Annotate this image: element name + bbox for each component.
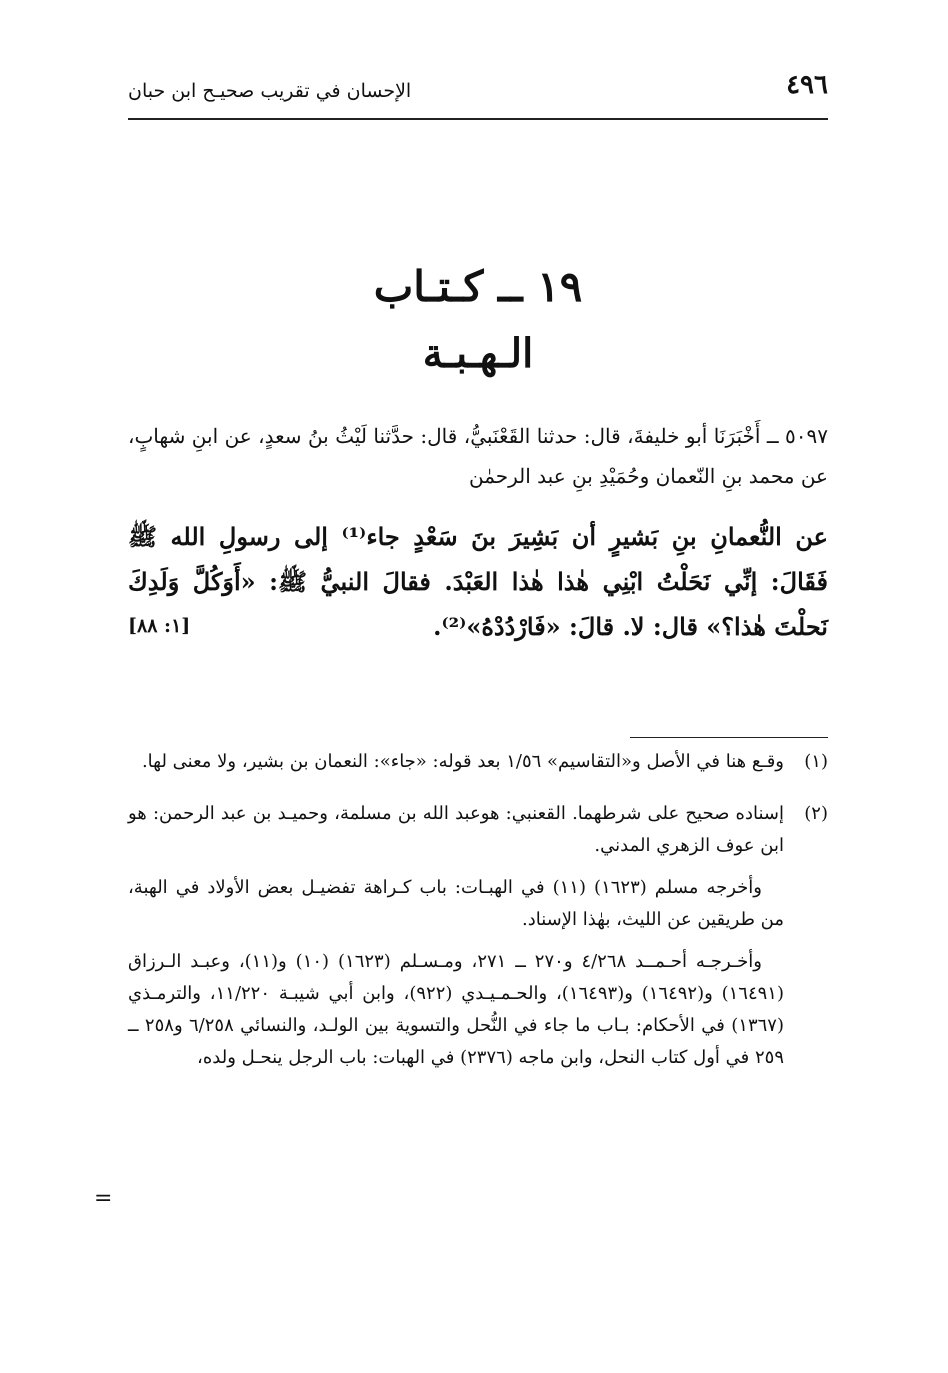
- page-header: [128, 66, 828, 120]
- footnote-1: [128, 746, 828, 788]
- footnote-body: [128, 798, 784, 1084]
- footnote-2: [128, 798, 828, 1084]
- footnote-paragraph: إسناده صحيح على شرطهما. القعنبي: هوعبد الله بن مسلمة، وحميـد بن عبد الرحمن: هو ابن عوف الزهري المدني.: [128, 803, 784, 856]
- footnote-body: [128, 746, 784, 788]
- footnotes-section: [128, 746, 828, 1094]
- footnote-divider: [630, 737, 828, 738]
- footnote-number: (٢): [804, 803, 828, 824]
- footnote-number: (١): [804, 751, 828, 772]
- footnote-paragraph: وقـع هنا في الأصل و«التقاسيم» ١/٥٦ بعد قوله: «جاء»: النعمان بن بشير، ولا معنى لها.: [141, 751, 784, 772]
- running-title: الإحسان في تقريب صحيـح ابن حبان: [128, 80, 412, 102]
- hadith-matn-text: عن النُّعمانِ بنِ بَشيرٍ أن بَشِيرَ بنَ سَعْدٍ جاء⁽¹⁾ إلى رسولِ الله ﷺ فَقَالَ: إنِّي نَحَلْتُ ابْنِي هٰذا هٰذا العَبْدَ. فقالَ النبيُّ ﷺ: «أَوَكُلَّ وَلَدِكَ نَحلْتَ هٰذا؟» قال: لا. قالَ: «فَارْدُدْهُ»⁽²⁾.: [128, 522, 828, 641]
- book-number-title: ١٩ ــ كـتـاب: [373, 262, 583, 311]
- footnote-paragraph: وأخرجه مسلم (١٦٢٣) (١١) في الهبـات: باب كـراهة تفضيـل بعض الأولاد في الهبة، من طريقين عن الليث، بهٰذا الإسناد.: [128, 877, 784, 930]
- book-subtitle: الـهـبـة: [422, 330, 534, 377]
- hadith-isnad: ٥٠٩٧ ــ أَخْبَرَنَا أبو خليفةَ، قال: حدثنا القَعْنَبيُّ، قال: حدَّثنا لَيْثُ بنُ سعدٍ، عن ابنِ شهابٍ، عن محمد بنِ النّعمان وحُمَيْدِ بنِ عبد الرحمٰن: [128, 424, 828, 488]
- hadith-reference: [١: ٨٨]: [128, 615, 191, 637]
- hadith-matn: [128, 514, 828, 649]
- hadith-section: [128, 416, 828, 649]
- page-number: ٤٩٦: [786, 70, 828, 100]
- continuation-mark: =: [94, 1186, 113, 1211]
- footnote-paragraph: وأخـرجـه أحـمــد ٤/٢٦٨ و٢٧٠ ــ ٢٧١، ومـسـلم (١٦٢٣) (١٠) و(١١)، وعبـد الـرزاق (١٦٤٩١) و(١٦٤٩٢) و(١٦٤٩٣)، والحـمـيـدي (٩٢٢)، وابن أبي شيبـة ١١/٢٢٠، والترمـذي (١٣٦٧) في الأحكام: بـاب ما جاء في النُّحل والتسوية بين الولـد، والنسائي ٦/٢٥٨ و٢٥٨ ــ ٢٥٩ في أول كتاب النحل، وابن ماجه (٢٣٧٦) في الهبات: باب الرجل ينحـل ولده،: [128, 951, 784, 1068]
